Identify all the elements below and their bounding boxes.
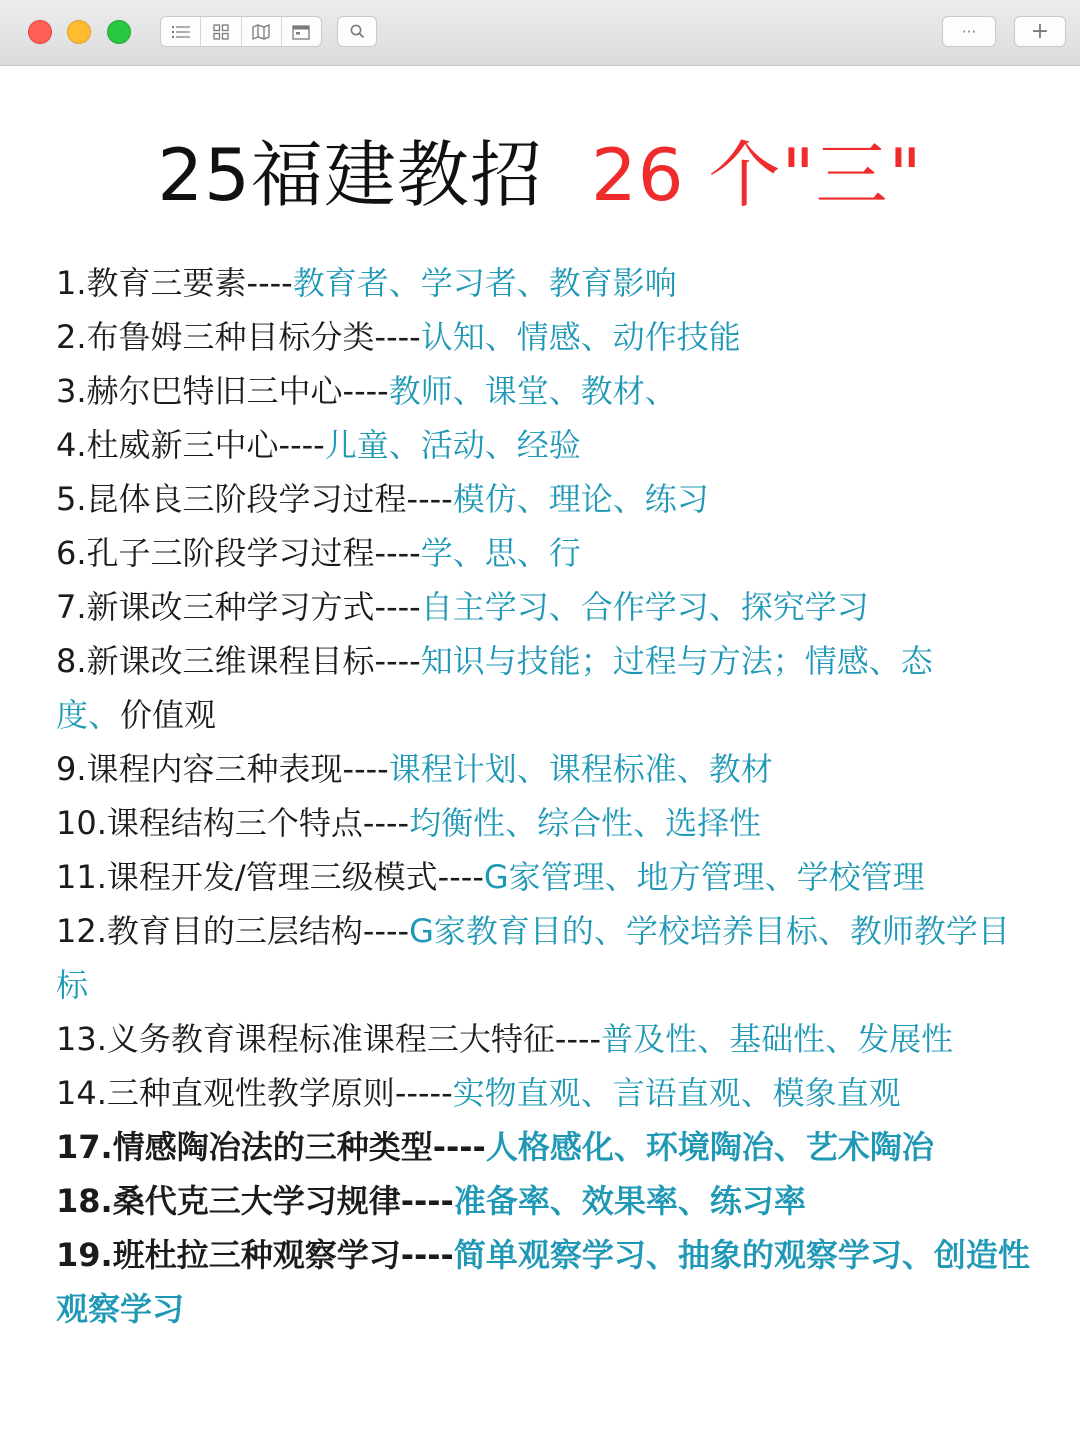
item-question: 4.杜威新三中心---- (56, 426, 325, 464)
search-icon[interactable] (338, 17, 376, 46)
item-question: 5.昆体良三阶段学习过程---- (56, 480, 453, 518)
item-answer: 课程计划、课程标准、教材 (388, 750, 773, 788)
close-window-button[interactable] (28, 20, 52, 44)
item-answer: G家教育目的、学校培养目标、教师教学目标 (56, 912, 1010, 1004)
list-view-icon[interactable] (161, 17, 201, 46)
title-accent: 26 个"三" (590, 133, 923, 217)
map-view-icon[interactable] (242, 17, 282, 46)
list-item (56, 1120, 1031, 1174)
list-item (56, 580, 1031, 634)
list-item (56, 526, 1031, 580)
title-main: 25福建教招 (157, 133, 543, 217)
more-button[interactable] (942, 16, 996, 47)
item-question: 17.情感陶冶法的三种类型---- (56, 1128, 486, 1166)
item-question: 8.新课改三维课程目标---- (56, 642, 421, 680)
list-item (56, 1228, 1031, 1336)
item-answer: 简单观察学习、抽象的观察学习、创造性观察学习 (56, 1236, 1030, 1328)
plus-icon[interactable]: + (1030, 19, 1050, 44)
item-answer: 认知、情感、动作技能 (420, 318, 741, 356)
list-item (56, 364, 1031, 418)
page-title (0, 130, 1080, 220)
item-answer: 均衡性、综合性、选择性 (409, 804, 762, 842)
item-answer: 知识与技能；过程与方法；情感、态 (420, 642, 933, 680)
item-question: 10.课程结构三个特点---- (56, 804, 410, 842)
item-question: 12.教育目的三层结构---- (56, 912, 410, 950)
search-button[interactable] (337, 16, 377, 47)
item-answer: G家管理、地方管理、学校管理 (483, 858, 925, 896)
view-switcher (160, 16, 322, 47)
list-item (56, 256, 1031, 310)
calendar-view-icon[interactable] (282, 17, 321, 46)
item-answer: 自主学习、合作学习、探究学习 (420, 588, 869, 626)
minimize-window-button[interactable] (67, 20, 91, 44)
item-answer: 实物直观、言语直观、模象直观 (452, 1074, 901, 1112)
item-question: 13.义务教育课程标准课程三大特征---- (56, 1020, 602, 1058)
item-question: 18.桑代克三大学习规律---- (56, 1182, 454, 1220)
item-question: 6.孔子三阶段学习过程---- (56, 534, 421, 572)
list-item (56, 1066, 1031, 1120)
list-item (56, 310, 1031, 364)
item-question: 11.课程开发/管理三级模式---- (56, 858, 484, 896)
zoom-window-button[interactable] (107, 20, 131, 44)
item-answer: 儿童、活动、经验 (324, 426, 581, 464)
item-question: 7.新课改三种学习方式---- (56, 588, 421, 626)
list-item (56, 904, 1031, 1012)
item-answer: 普及性、基础性、发展性 (601, 1020, 954, 1058)
add-button[interactable] (1014, 16, 1066, 47)
list-item (56, 634, 1031, 742)
item-answer-tail: 价值观 (120, 696, 217, 734)
list-item (56, 742, 1031, 796)
item-question: 3.赫尔巴特旧三中心---- (56, 372, 389, 410)
item-answer: 教育者、学习者、教育影响 (292, 264, 677, 302)
item-answer: 模仿、理论、练习 (452, 480, 709, 518)
list-item (56, 1012, 1031, 1066)
item-answer: 教师、课堂、教材、 (388, 372, 677, 410)
list-item (56, 472, 1031, 526)
item-question: 14.三种直观性教学原则----- (56, 1074, 453, 1112)
list-item (56, 1174, 1031, 1228)
grid-view-icon[interactable] (201, 17, 241, 46)
knowledge-list (56, 256, 1031, 1336)
item-answer: 准备率、效果率、练习率 (453, 1182, 806, 1220)
list-item (56, 850, 1031, 904)
item-question: 9.课程内容三种表现---- (56, 750, 389, 788)
item-answer: 人格感化、环境陶冶、艺术陶冶 (485, 1128, 934, 1166)
more-icon[interactable]: ··· (961, 22, 977, 41)
list-item (56, 796, 1031, 850)
item-question: 2.布鲁姆三种目标分类---- (56, 318, 421, 356)
item-answer: 学、思、行 (420, 534, 581, 572)
item-question: 19.班杜拉三种观察学习---- (56, 1236, 454, 1274)
item-answer: 度、 (56, 696, 121, 734)
window-toolbar (0, 0, 1080, 66)
item-question: 1.教育三要素---- (56, 264, 293, 302)
list-item (56, 418, 1031, 472)
